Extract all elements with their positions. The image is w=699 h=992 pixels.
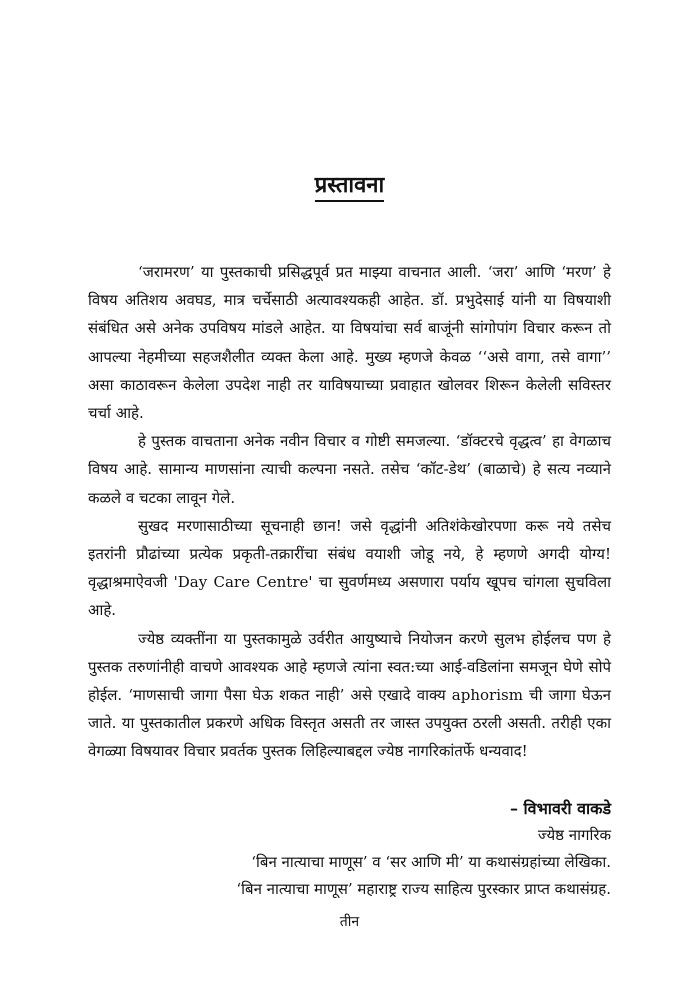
author-name: – विभावरी वाकडे (509, 799, 611, 818)
author-books-line: ‘बिन नात्याचा माणूस’ व ‘सर आणि मी’ या कथासंग्रहांच्या लेखिका. (251, 853, 611, 871)
author-designation: ज्येष्ठ नागरिक (537, 826, 611, 844)
paragraph-1: ‘जरामरण’ या पुस्तकाची प्रसिद्धपूर्व प्रत माझ्या वाचनात आली. ‘जरा’ आणि ‘मरण’ हे विषय अतिशय अवघड, मात्र चर्चेसाठी अत्यावश्यकही आहेत. डॉ. प्रभुदेसाई यांनी या विषयाशी संबंधित असे अनेक उपविषय मांडले आहेत. या विषयांचा सर्व बाजूंनी सांगोपांग विचार करून तो आपल्या नेहमीच्या सहजशैलीत व्यक्त केला आहे. मुख्य म्हणजे केवळ ‘‘असे वागा, तसे वागा’’ असा काठावरून केलेला उपदेश नाही तर याविषयाच्या प्रवाहात खोलवर शिरून केलेली सविस्तर चर्चा आहे. (88, 263, 611, 423)
paragraph-4: ज्येष्ठ व्यक्तींना या पुस्तकामुळे उर्वरीत आयुष्याचे नियोजन करणे सुलभ होईलच पण हे पुस्तक तरुणांनीही वाचणे आवश्यक आहे म्हणजे त्यांना स्वत:च्या आई-वडिलांना समजून घेणे सोपे होईल. ‘माणसाची जागा पैसा घेऊ शकत नाही’ असे एखादे वाक्य aphorism ची जागा घेऊन जाते. या पुस्तकातील प्रकरणे अधिक विस्तृत असती तर जास्त उपयुक्त ठरली असती. तरीही एका वेगळ्या विषयावर विचार प्रवर्तक पुस्तक लिहिल्याबद्दल ज्येष्ठ नागरिकांतर्फे धन्यवाद! (88, 629, 611, 761)
author-award-line: ‘बिन नात्याचा माणूस’ महाराष्ट्र राज्य साहित्य पुरस्कार प्राप्त कथासंग्रह. (236, 880, 611, 898)
paragraph-3: सुखद मरणासाठीच्या सूचनाही छान! जसे वृद्धांनी अतिशंकेखोरपणा करू नये तसेच इतरांनी प्रौढांच्या प्रत्येक प्रकृती-तक्रारींचा संबंध वयाशी जोडू नये, हे म्हणणे अगदी योग्य! वृद्धाश्रमाऐवजी 'Day Care Centre' चा सुवर्णमध्य असणारा पर्याय खूपच चांगला सुचविला आहे. (88, 516, 611, 620)
preface-body (88, 258, 611, 766)
page-number: तीन (339, 914, 360, 930)
page-title (0, 170, 699, 200)
signature-block (88, 795, 611, 903)
paragraph-2: हे पुस्तक वाचताना अनेक नवीन विचार व गोष्टी समजल्या. ‘डॉक्टरचे वृद्धत्व’ हा वेगळाच विषय आहे. सामान्य माणसांना त्याची कल्पना नसते. तसेच ‘कॉट-डेथ’ (बाळाचे) हे सत्य नव्याने कळले व चटका लावून गेले. (88, 432, 611, 507)
page-title-text: प्रस्तावना (315, 172, 384, 202)
